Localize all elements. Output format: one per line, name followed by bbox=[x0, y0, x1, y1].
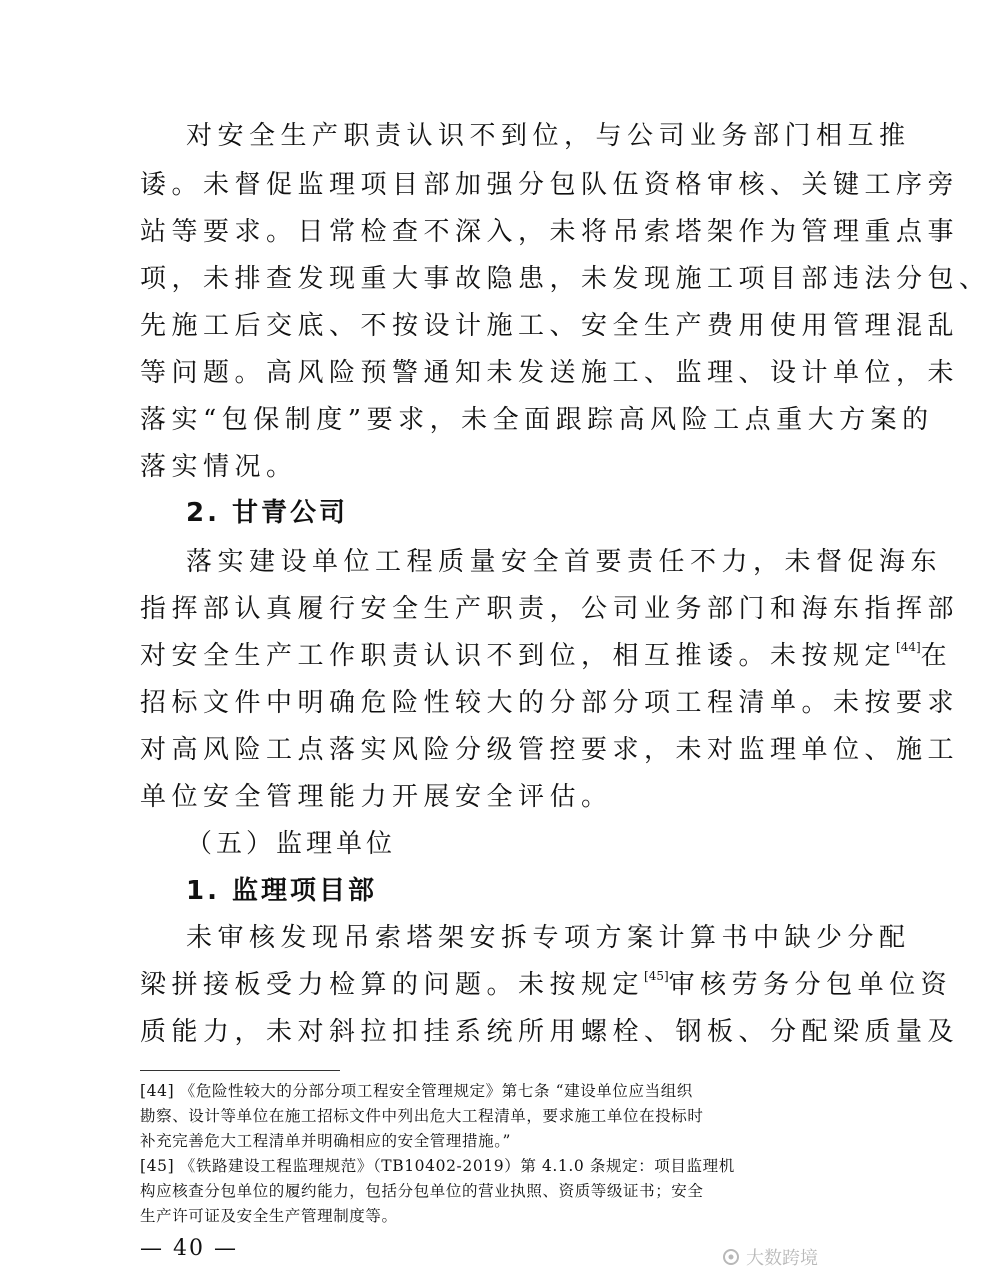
footnote-45-line: 生产许可证及安全生产管理制度等。 bbox=[140, 1207, 398, 1225]
footnote-44-line: 补充完善危大工程清单并明确相应的安全管理措施。” bbox=[140, 1132, 512, 1150]
heading-ganqing-company: 2. 甘青公司 bbox=[186, 498, 349, 528]
body-line: 先施工后交底、不按设计施工、安全生产费用使用管理混乱 bbox=[140, 311, 960, 341]
body-line: 单位安全管理能力开展安全评估。 bbox=[140, 782, 613, 812]
body-line: 对高风险工点落实风险分级管控要求，未对监理单位、施工 bbox=[140, 735, 960, 765]
footnote-ref-44[interactable]: [44] bbox=[896, 640, 921, 654]
body-line: 指挥部认真履行安全生产职责，公司业务部门和海东指挥部 bbox=[140, 594, 960, 624]
body-line: 项，未排查发现重大事故隐患，未发现施工项目部违法分包、 bbox=[140, 264, 991, 294]
footnote-44-line: 勘察、设计等单位在施工招标文件中列出危大工程清单，要求施工单位在投标时 bbox=[140, 1107, 704, 1125]
body-line: 站等要求。日常检查不深入，未将吊索塔架作为管理重点事 bbox=[140, 217, 960, 247]
footnote-45-line: 构应核查分包单位的履约能力，包括分包单位的营业执照、资质等级证书；安全 bbox=[140, 1182, 704, 1200]
watermark-text: 大数跨境 bbox=[746, 1248, 818, 1269]
body-text: 在 bbox=[920, 641, 953, 671]
footnote-ref-45[interactable]: [45] bbox=[644, 969, 669, 983]
body-line: 对安全生产职责认识不到位，与公司业务部门相互推 bbox=[186, 121, 911, 151]
body-line: 落实建设单位工程质量安全首要责任不力，未督促海东 bbox=[186, 547, 943, 577]
share-logo-icon bbox=[720, 1247, 742, 1267]
watermark bbox=[720, 1244, 818, 1270]
body-text: 审核劳务分包单位资 bbox=[668, 970, 953, 1000]
body-text: 对安全生产工作职责认识不到位，相互推诿。未按规定 bbox=[140, 641, 897, 671]
page-number: — 40 — bbox=[140, 1236, 238, 1261]
body-line bbox=[140, 640, 953, 671]
footnote-separator bbox=[140, 1070, 340, 1071]
body-line: 招标文件中明确危险性较大的分部分项工程清单。未按要求 bbox=[140, 688, 960, 718]
body-line: 未审核发现吊索塔架安拆专项方案计算书中缺少分配 bbox=[186, 923, 911, 953]
body-text: 梁拼接板受力检算的问题。未按规定 bbox=[140, 970, 645, 1000]
section-heading-supervision: （五）监理单位 bbox=[186, 829, 397, 859]
body-line: 质能力，未对斜拉扣挂系统所用螺栓、钢板、分配梁质量及 bbox=[140, 1017, 960, 1047]
body-line: 等问题。高风险预警通知未发送施工、监理、设计单位，未 bbox=[140, 358, 960, 388]
footnote-45-line: [45] 《铁路建设工程监理规范》（TB10402-2019）第 4.1.0 条规定：项目监理机 bbox=[140, 1157, 735, 1175]
body-line bbox=[140, 969, 953, 1000]
body-line: 诿。未督促监理项目部加强分包队伍资格审核、关键工序旁 bbox=[140, 170, 960, 200]
heading-supervision-project-dept: 1. 监理项目部 bbox=[186, 876, 378, 906]
body-line: 落实“包保制度”要求，未全面跟踪高风险工点重大方案的 bbox=[140, 405, 934, 435]
body-line: 落实情况。 bbox=[140, 452, 298, 482]
footnote-44-line: [44] 《危险性较大的分部分项工程安全管理规定》第七条 “建设单位应当组织 bbox=[140, 1082, 693, 1100]
